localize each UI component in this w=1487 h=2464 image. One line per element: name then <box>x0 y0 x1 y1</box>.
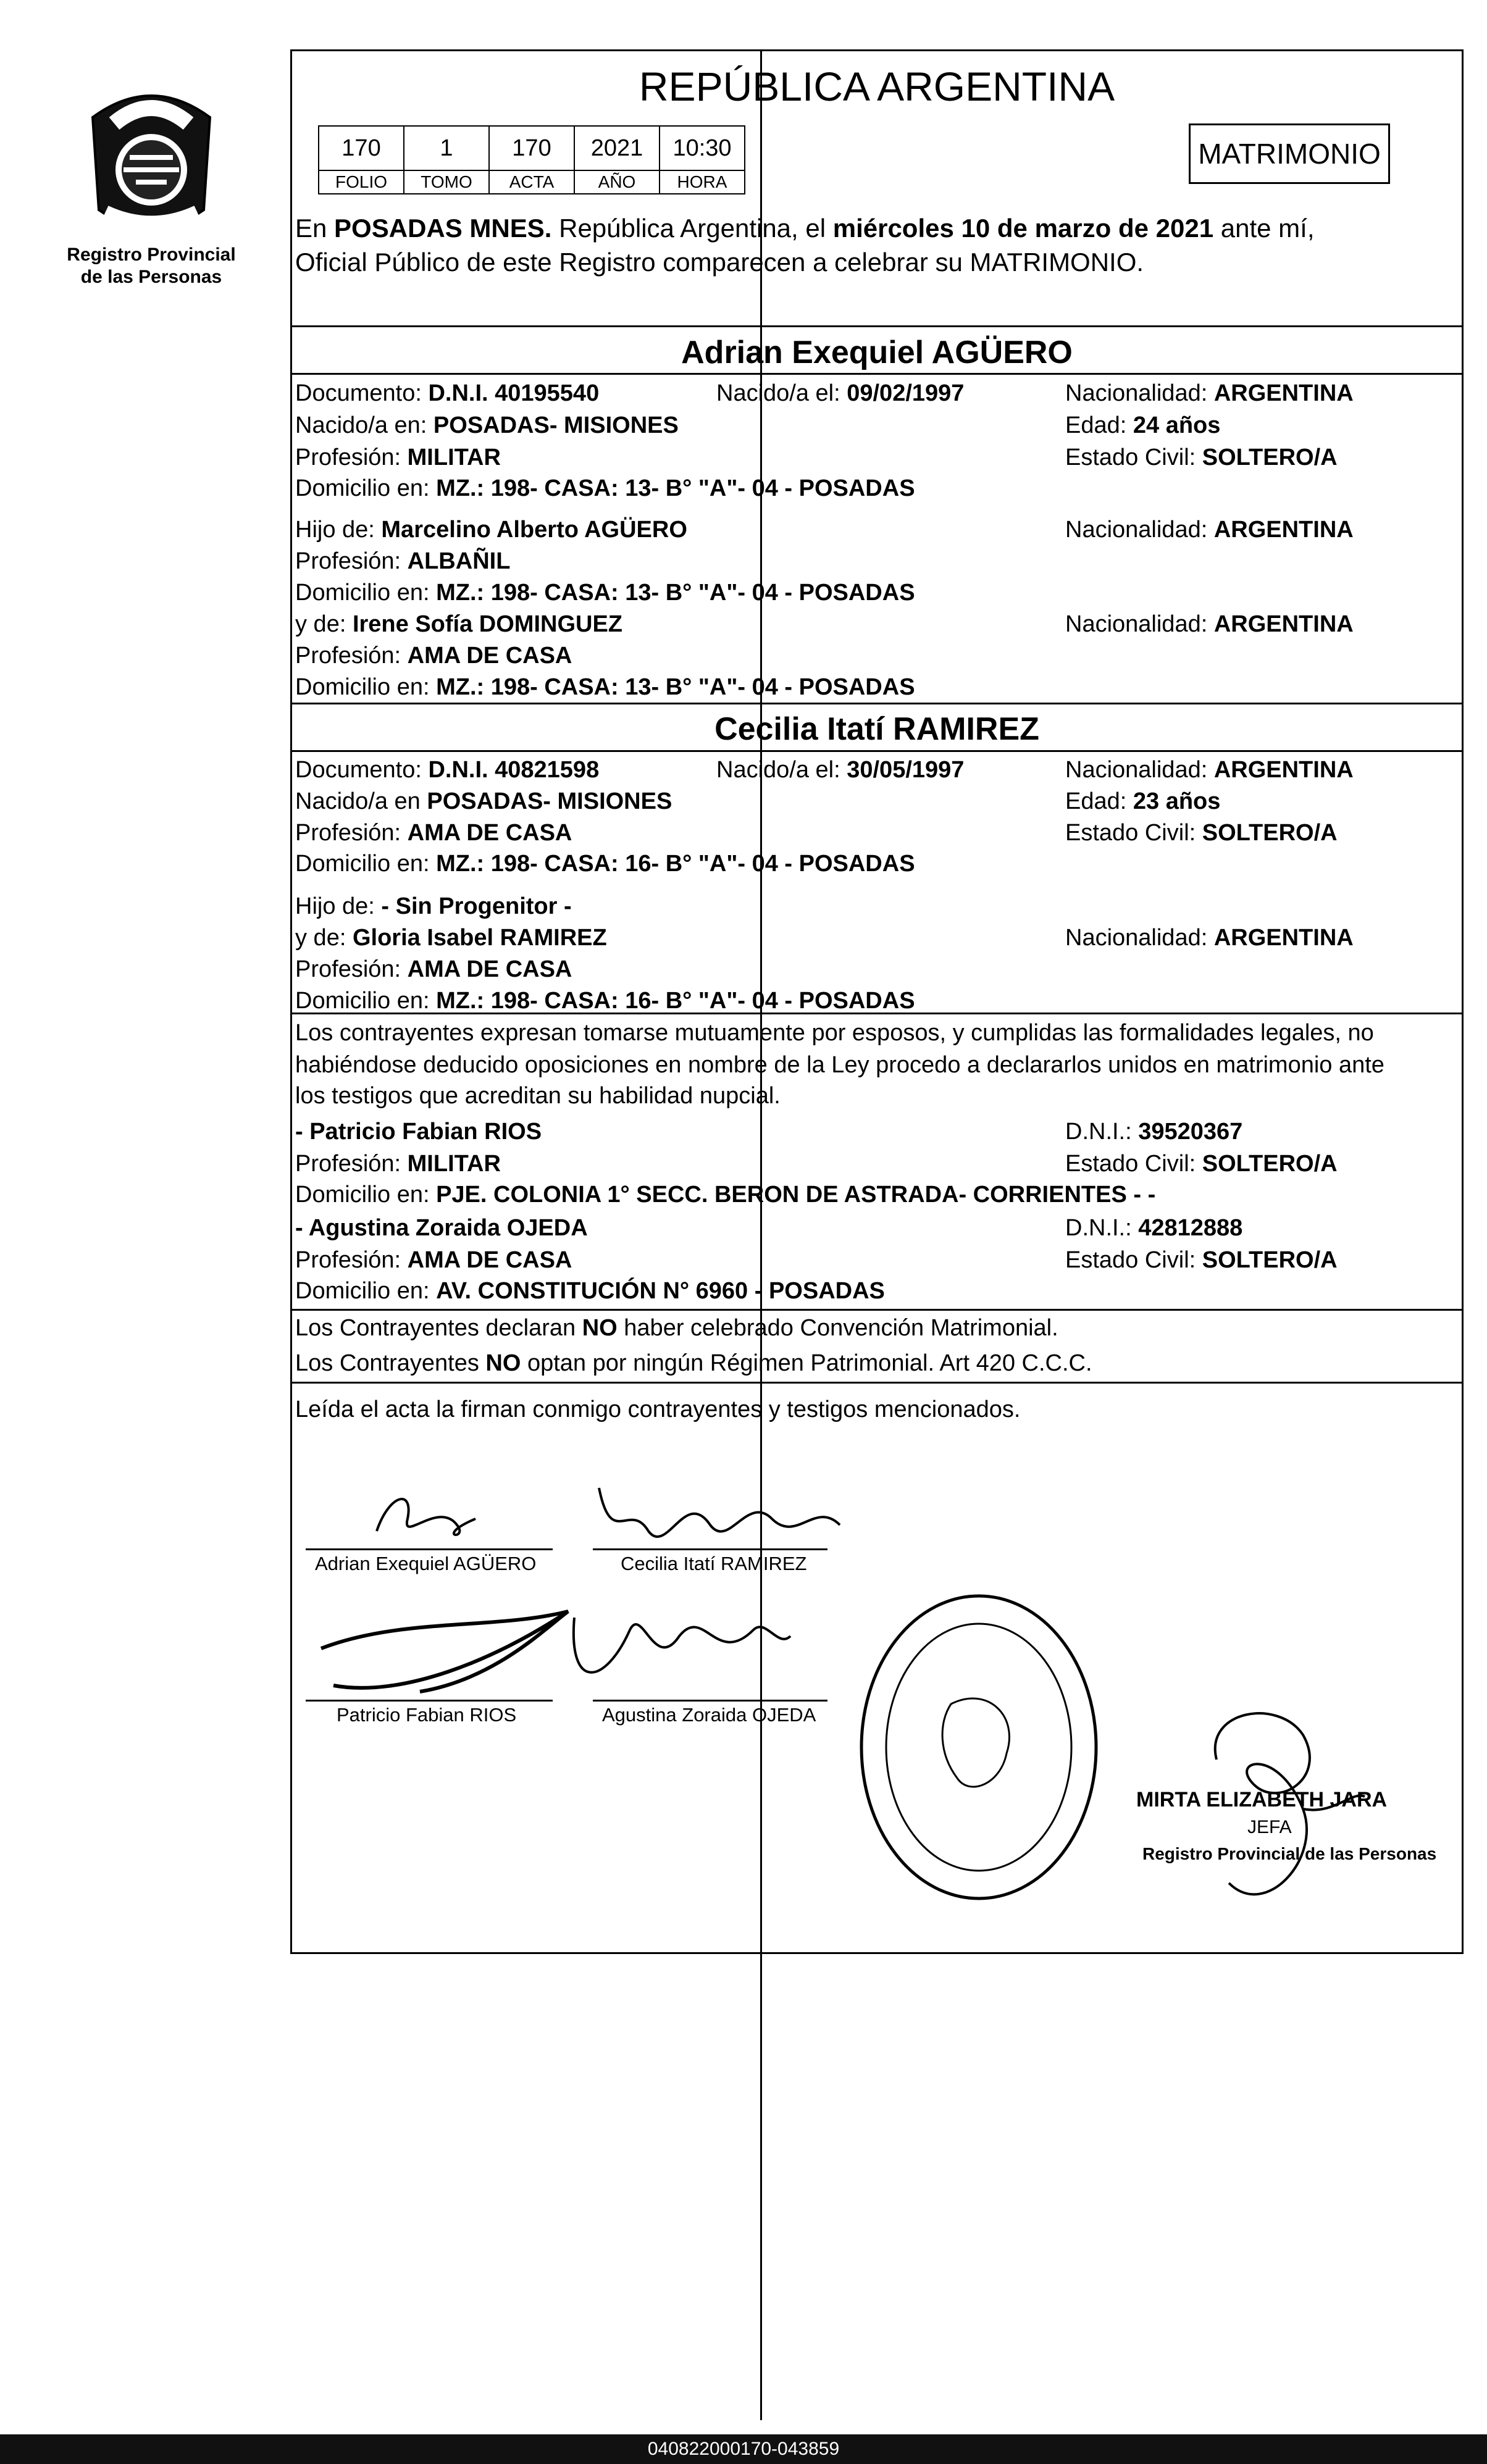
signature-scribble-icon <box>593 1476 852 1556</box>
spouse2-mother-nationality: Nacionalidad: ARGENTINA <box>1065 925 1354 951</box>
spouse1-profession: Profesión: MILITAR <box>295 445 501 470</box>
divider <box>290 373 1464 375</box>
time-label: HORA <box>660 170 745 194</box>
folio-value: 170 <box>319 126 404 170</box>
spouse2-address: Domicilio en: MZ.: 198- CASA: 16- B° "A"- 04 - POSADAS <box>295 851 915 877</box>
official-name: MIRTA ELIZABETH JARA <box>1136 1788 1388 1811</box>
witness2-address: Domicilio en: AV. CONSTITUCIÓN N° 6960 - POSADAS <box>295 1278 885 1304</box>
signature-name-2: Cecilia Itatí RAMIREZ <box>621 1553 807 1574</box>
witness2-dni: D.N.I.: 42812888 <box>1065 1215 1243 1241</box>
act-type-box: MATRIMONIO <box>1189 123 1390 184</box>
spouse2-age: Edad: 23 años <box>1065 788 1221 814</box>
signature-name-4: Agustina Zoraida OJEDA <box>602 1704 816 1726</box>
spouse1-father-nationality: Nacionalidad: ARGENTINA <box>1065 517 1354 543</box>
signature-line <box>306 1548 553 1550</box>
folio-label: FOLIO <box>319 170 404 194</box>
logo-caption-line2: de las Personas <box>80 267 222 287</box>
province-seal-icon <box>80 80 222 241</box>
spouse2-document: Documento: D.N.I. 40821598 <box>295 757 600 783</box>
spouse1-address: Domicilio en: MZ.: 198- CASA: 13- B° "A"- 04 - POSADAS <box>295 475 915 501</box>
acta-value: 170 <box>489 126 574 170</box>
divider <box>290 750 1464 752</box>
declaration-line3: los testigos que acreditan su habilidad nupcial. <box>295 1083 781 1109</box>
spouse1-mother-nationality: Nacionalidad: ARGENTINA <box>1065 611 1354 637</box>
intro-line2: Oficial Público de este Registro comparecen a celebrar su MATRIMONIO. <box>295 248 1144 277</box>
document-code: 040822000170-043859 <box>647 2439 840 2459</box>
registration-table <box>318 125 745 194</box>
spouse1-mother: y de: Irene Sofía DOMINGUEZ <box>295 611 623 637</box>
spouse2-father: Hijo de: - Sin Progenitor - <box>295 893 572 919</box>
signature-name-1: Adrian Exequiel AGÜERO <box>315 1553 537 1574</box>
spouse1-civil-status: Estado Civil: SOLTERO/A <box>1065 445 1338 470</box>
signature-line <box>593 1700 827 1702</box>
signature-scribble-icon <box>364 1482 488 1550</box>
divider <box>290 1309 1464 1311</box>
divider <box>290 325 1464 327</box>
witness1-profession: Profesión: MILITAR <box>295 1151 501 1177</box>
spouse2-birthplace: Nacido/a en POSADAS- MISIONES <box>295 788 672 814</box>
spouse2-name: Cecilia Itatí RAMIREZ <box>714 711 1039 747</box>
spouse2-nationality: Nacionalidad: ARGENTINA <box>1065 757 1354 783</box>
witness1-name: - Patricio Fabian RIOS <box>295 1119 542 1145</box>
official-stamp-icon <box>846 1581 1112 1914</box>
intro-line1: En POSADAS MNES. República Argentina, el miércoles 10 de marzo de 2021 ante mí, <box>295 214 1315 243</box>
official-organization: Registro Provincial de las Personas <box>1142 1844 1437 1863</box>
official-role: JEFA <box>1247 1817 1292 1837</box>
witness2-name: - Agustina Zoraida OJEDA <box>295 1215 588 1241</box>
signature-line <box>593 1548 827 1550</box>
spouse1-birthdate: Nacido/a el: 09/02/1997 <box>716 380 965 406</box>
convention-line1: Los Contrayentes declaran NO haber celebrado Convención Matrimonial. <box>295 1315 1058 1341</box>
witness1-civil-status: Estado Civil: SOLTERO/A <box>1065 1151 1338 1177</box>
spouse1-mother-profession: Profesión: AMA DE CASA <box>295 643 572 669</box>
spouse1-document: Documento: D.N.I. 40195540 <box>295 380 600 406</box>
declaration-line1: Los contrayentes expresan tomarse mutuamente por esposos, y cumplidas las formalidades legales, no <box>295 1020 1374 1046</box>
spouse2-birthdate: Nacido/a el: 30/05/1997 <box>716 757 965 783</box>
divider <box>290 1382 1464 1384</box>
witness2-profession: Profesión: AMA DE CASA <box>295 1247 572 1273</box>
year-value: 2021 <box>574 126 660 170</box>
spouse2-mother-address: Domicilio en: MZ.: 198- CASA: 16- B° "A"- 04 - POSADAS <box>295 988 915 1014</box>
spouse2-mother: y de: Gloria Isabel RAMIREZ <box>295 925 607 951</box>
time-value: 10:30 <box>660 126 745 170</box>
witness2-civil-status: Estado Civil: SOLTERO/A <box>1065 1247 1338 1273</box>
spouse1-mother-address: Domicilio en: MZ.: 198- CASA: 13- B° "A"- 04 - POSADAS <box>295 674 915 700</box>
spouse2-civil-status: Estado Civil: SOLTERO/A <box>1065 820 1338 846</box>
spouse1-birthplace: Nacido/a en: POSADAS- MISIONES <box>295 412 679 438</box>
divider <box>290 703 1464 704</box>
closing-text: Leída el acta la firman conmigo contrayentes y testigos mencionados. <box>295 1397 1021 1422</box>
acta-label: ACTA <box>489 170 574 194</box>
witness1-dni: D.N.I.: 39520367 <box>1065 1119 1243 1145</box>
declaration-line2: habiéndose deducido oposiciones en nombre de la Ley procedo a declararlos unidos en matrimonio ante <box>295 1052 1384 1078</box>
tomo-value: 1 <box>404 126 489 170</box>
spouse1-father: Hijo de: Marcelino Alberto AGÜERO <box>295 517 687 543</box>
spouse2-mother-profession: Profesión: AMA DE CASA <box>295 956 572 982</box>
signature-scribble-icon <box>309 1593 803 1716</box>
tomo-label: TOMO <box>404 170 489 194</box>
spouse2-profession: Profesión: AMA DE CASA <box>295 820 572 846</box>
document-title: REPÚBLICA ARGENTINA <box>639 64 1115 109</box>
spouse1-father-profession: Profesión: ALBAÑIL <box>295 548 511 574</box>
year-label: AÑO <box>574 170 660 194</box>
spouse1-name: Adrian Exequiel AGÜERO <box>681 335 1073 370</box>
signature-line <box>306 1700 553 1702</box>
witness1-address: Domicilio en: PJE. COLONIA 1° SECC. BERON DE ASTRADA- CORRIENTES - - <box>295 1182 1156 1208</box>
convention-line2: Los Contrayentes NO optan por ningún Régimen Patrimonial. Art 420 C.C.C. <box>295 1350 1092 1376</box>
spouse1-age: Edad: 24 años <box>1065 412 1221 438</box>
logo-caption-line1: Registro Provincial <box>67 244 236 265</box>
spouse1-nationality: Nacionalidad: ARGENTINA <box>1065 380 1354 406</box>
spouse1-father-address: Domicilio en: MZ.: 198- CASA: 13- B° "A"- 04 - POSADAS <box>295 580 915 606</box>
signature-name-3: Patricio Fabian RIOS <box>337 1704 517 1726</box>
